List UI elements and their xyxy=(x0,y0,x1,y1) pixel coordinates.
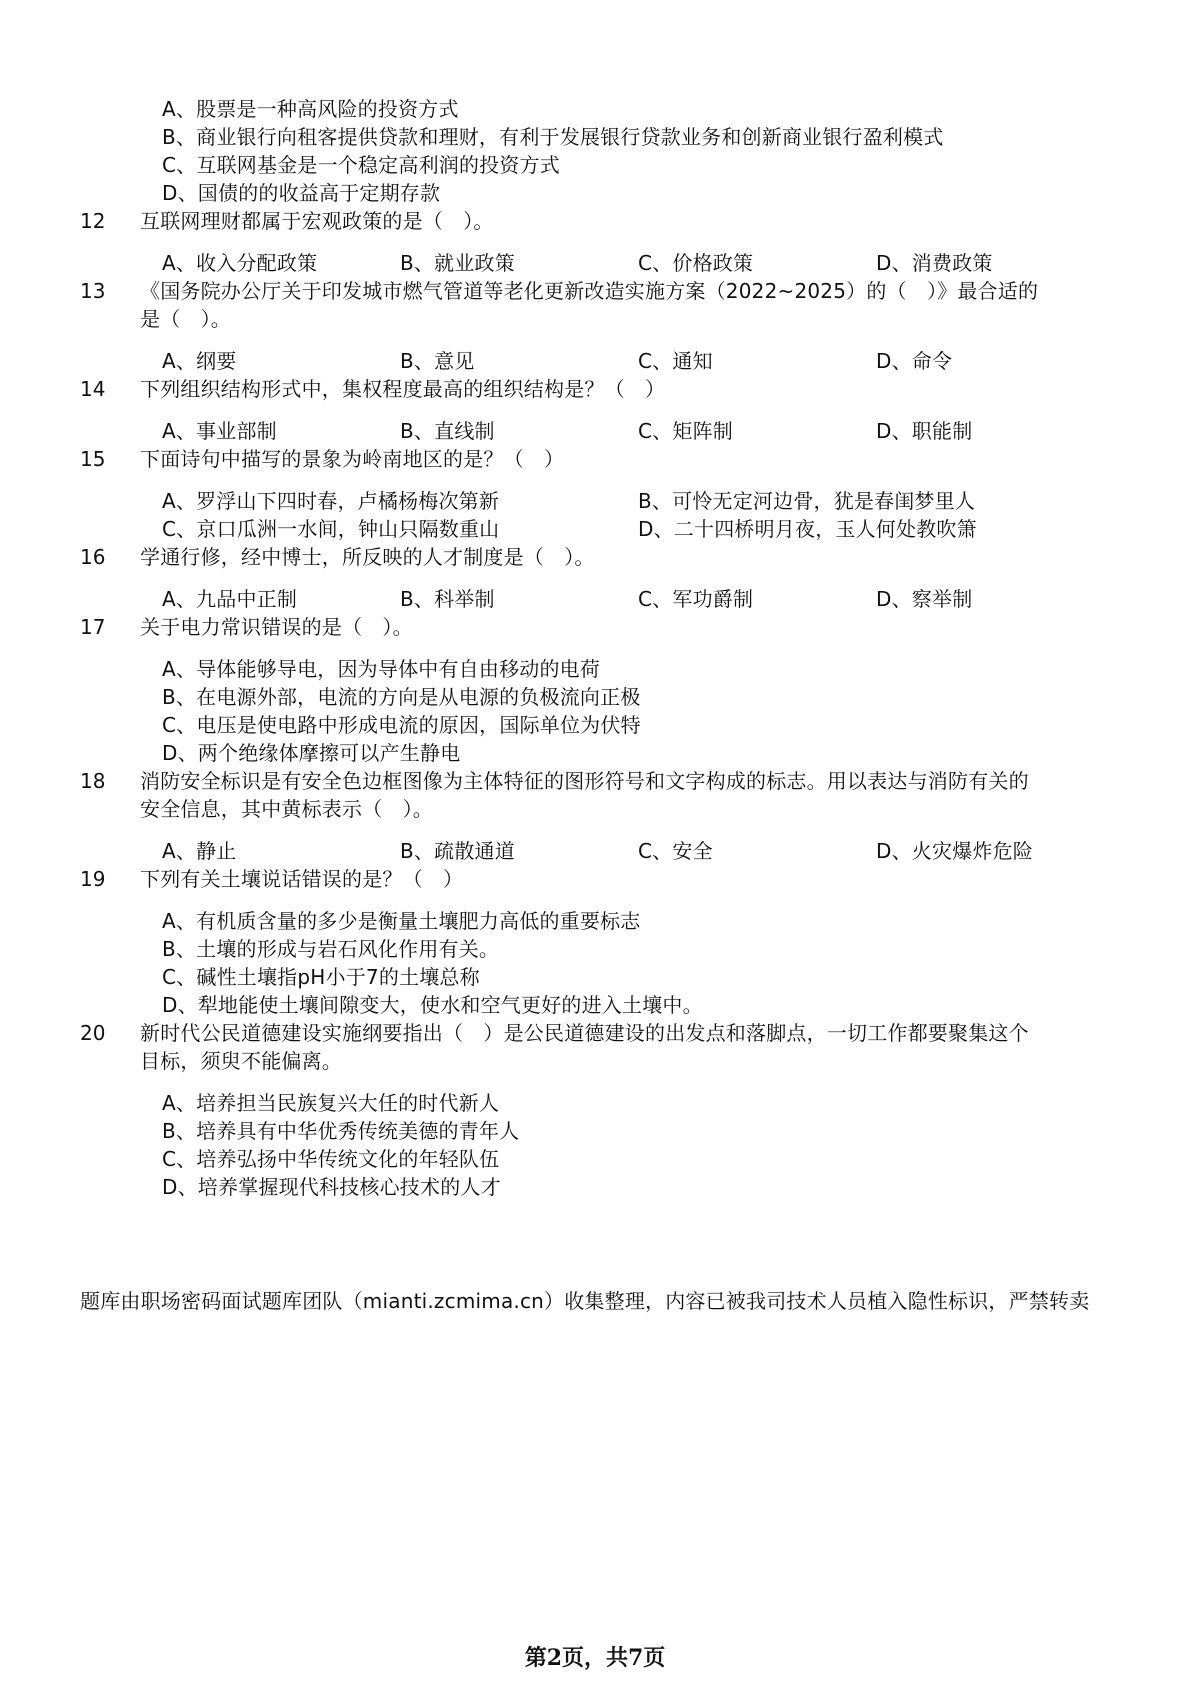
q15-option-a: A、罗浮山下四时春，卢橘杨梅次第新 xyxy=(162,489,500,513)
q11-option-d: D、国债的的收益高于定期存款 xyxy=(162,181,441,205)
q13-stem-line2: 是（ ）。 xyxy=(140,307,231,331)
q13-stem-line1: 《国务院办公厅关于印发城市燃气管道等老化更新改造实施方案（2022~2025）的（ ）》最合适的 xyxy=(140,279,1039,303)
q20-option-c: C、培养弘扬中华传统文化的年轻队伍 xyxy=(162,1147,500,1171)
q17-option-c: C、电压是使电路中形成电流的原因，国际单位为伏特 xyxy=(162,713,641,737)
q17-stem: 关于电力常识错误的是（ ）。 xyxy=(140,615,413,639)
q15-stem: 下面诗句中描写的景象为岭南地区的是？（ ） xyxy=(140,447,565,471)
q20-option-a: A、培养担当民族复兴大任的时代新人 xyxy=(162,1091,500,1115)
q18-option-d: D、火灾爆炸危险 xyxy=(876,839,1034,863)
q19-number: 19 xyxy=(80,867,106,891)
q11-option-c: C、互联网基金是一个稳定高利润的投资方式 xyxy=(162,153,560,177)
q20-option-d: D、培养掌握现代科技核心技术的人才 xyxy=(162,1175,501,1199)
q15-option-c: C、京口瓜洲一水间，钟山只隔数重山 xyxy=(162,517,500,541)
q14-option-d: D、职能制 xyxy=(876,419,973,443)
q18-option-b: B、疏散通道 xyxy=(400,839,515,863)
q14-number: 14 xyxy=(80,377,106,401)
q20-number: 20 xyxy=(80,1021,106,1045)
q16-stem: 学通行修，经中博士，所反映的人才制度是（ ）。 xyxy=(140,545,595,569)
q19-stem: 下列有关土壤说话错误的是？（ ） xyxy=(140,867,464,891)
q13-option-b: B、意见 xyxy=(400,349,475,373)
q13-option-c: C、通知 xyxy=(638,349,713,373)
q18-stem-line2: 安全信息，其中黄标表示（ ）。 xyxy=(140,797,433,821)
q19-option-b: B、土壤的形成与岩石风化作用有关。 xyxy=(162,937,500,961)
q12-option-b: B、就业政策 xyxy=(400,251,515,275)
q11-option-a: A、股票是一种高风险的投资方式 xyxy=(162,97,459,121)
q20-stem-line1: 新时代公民道德建设实施纲要指出（ ）是公民道德建设的出发点和落脚点，一切工作都要聚集这个 xyxy=(140,1021,1029,1045)
q20-stem-line2: 目标，须臾不能偏离。 xyxy=(140,1049,342,1073)
q18-number: 18 xyxy=(80,769,106,793)
page-number-footer: 第2页，共7页 xyxy=(524,1645,666,1671)
q16-option-c: C、军功爵制 xyxy=(638,587,754,611)
q12-stem: 互联网理财都属于宏观政策的是（ ）。 xyxy=(140,209,494,233)
q12-option-c: C、价格政策 xyxy=(638,251,754,275)
q12-number: 12 xyxy=(80,209,106,233)
q17-option-a: A、导体能够导电，因为导体中有自由移动的电荷 xyxy=(162,657,601,681)
q14-option-b: B、直线制 xyxy=(400,419,495,443)
q19-option-a: A、有机质含量的多少是衡量土壤肥力高低的重要标志 xyxy=(162,909,641,933)
q19-option-d: D、犁地能使土壤间隙变大，使水和空气更好的进入土壤中。 xyxy=(162,993,703,1017)
q14-option-c: C、矩阵制 xyxy=(638,419,733,443)
q16-option-b: B、科举制 xyxy=(400,587,495,611)
q13-number: 13 xyxy=(80,279,106,303)
q18-stem-line1: 消防安全标识是有安全色边框图像为主体特征的图形符号和文字构成的标志。用以表达与消防有关的 xyxy=(140,769,1029,793)
q11-option-b: B、商业银行向租客提供贷款和理财，有利于发展银行贷款业务和创新商业银行盈利模式 xyxy=(162,125,944,149)
q14-option-a: A、事业部制 xyxy=(162,419,277,443)
q15-option-b: B、可怜无定河边骨，犹是春闺梦里人 xyxy=(638,489,976,513)
q15-option-d: D、二十四桥明月夜，玉人何处教吹箫 xyxy=(638,517,977,541)
copyright-notice: 题库由职场密码面试题库团队（mianti.zcmima.cn）收集整理，内容已被我司技术人员植入隐性标识，严禁转卖 xyxy=(80,1289,1090,1313)
q12-option-a: A、收入分配政策 xyxy=(162,251,318,275)
q19-option-c: C、碱性土壤指pH小于7的土壤总称 xyxy=(162,965,480,989)
q14-stem: 下列组织结构形式中，集权程度最高的组织结构是？（ ） xyxy=(140,377,666,401)
q17-option-b: B、在电源外部，电流的方向是从电源的负极流向正极 xyxy=(162,685,641,709)
q16-option-d: D、察举制 xyxy=(876,587,973,611)
q16-number: 16 xyxy=(80,545,106,569)
q12-option-d: D、消费政策 xyxy=(876,251,993,275)
q18-option-a: A、静止 xyxy=(162,839,237,863)
q17-number: 17 xyxy=(80,615,106,639)
q17-option-d: D、两个绝缘体摩擦可以产生静电 xyxy=(162,741,461,765)
q16-option-a: A、九品中正制 xyxy=(162,587,298,611)
q13-option-a: A、纲要 xyxy=(162,349,237,373)
q18-option-c: C、安全 xyxy=(638,839,713,863)
q15-number: 15 xyxy=(80,447,106,471)
q20-option-b: B、培养具有中华优秀传统美德的青年人 xyxy=(162,1119,520,1143)
q13-option-d: D、命令 xyxy=(876,349,953,373)
